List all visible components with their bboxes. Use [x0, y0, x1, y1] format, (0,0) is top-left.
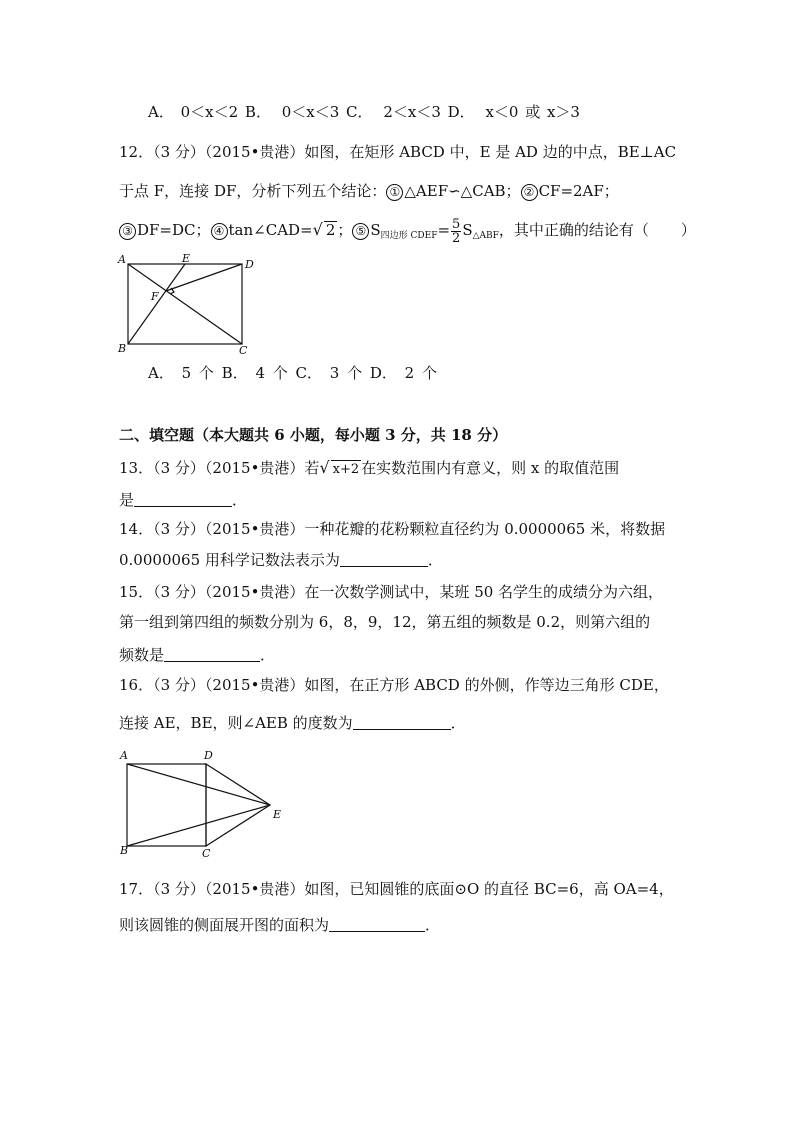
section-2-heading: 二、填空题（本大题共 6 小题，每小题 3 分，共 18 分） [119, 426, 508, 444]
q14-line1: 14．（3 分）（2015•贵港）一种花瓣的花粉颗粒直径约为 0.0000065 米，将数据 [119, 520, 666, 538]
conclusion-4-text: tan∠CAD= [228, 221, 313, 239]
conclusion-2-marker: ② [521, 184, 538, 201]
q14-line2-end: ． [427, 551, 443, 569]
q16-answer-blank[interactable] [353, 715, 451, 730]
q12-options: A． 5 个 B． 4 个 C． 3 个 D． 2 个 [148, 364, 437, 382]
q11-option-d: x＜0 或 x＞3 [485, 103, 580, 121]
label-a: A [120, 749, 128, 762]
conclusion-5-s1: S [370, 221, 381, 239]
conclusion-3-marker: ③ [119, 223, 136, 240]
label-b: B [120, 844, 129, 857]
q13-line1 [119, 458, 619, 478]
triangle-cde [206, 764, 270, 846]
q16-line2-end: ． [450, 714, 466, 732]
label-e: E [273, 808, 282, 821]
conclusion-5-close: ） [680, 221, 696, 239]
conclusion-5-sub2: △ABF [472, 231, 499, 241]
q17-line1: 17．（3 分）（2015•贵港）如图，已知圆锥的底面⊙O 的直径 BC=6，高 OA=4， [119, 880, 674, 898]
fraction-numerator: 5 [452, 217, 461, 232]
label-c: C [202, 847, 211, 860]
diagonal-ac [128, 264, 242, 344]
q17-line2-prefix: 则该圆锥的侧面展开图的面积为 [119, 916, 330, 934]
q11-option-c: 2＜x＜3 D． [383, 103, 475, 121]
conclusion-5-s2: S [462, 221, 473, 239]
conclusion-4-sqrt: 2 [325, 221, 336, 239]
conclusion-3-text: DF=DC； [137, 221, 211, 239]
q15-answer-blank[interactable] [164, 647, 260, 662]
q16-line2-prefix: 连接 AE，BE，则∠AEB 的度数为 [119, 714, 353, 732]
q15-line2: 第一组到第四组的频数分别为 6，8，9，12，第五组的频数是 0.2，则第六组的 [119, 613, 651, 631]
q14-line2 [119, 550, 443, 570]
q15-line3 [119, 645, 275, 665]
label-d: D [245, 258, 254, 271]
conclusion-2-text: CF=2AF； [538, 182, 619, 200]
q13-suffix: 在实数范围内有意义，则 x 的取值范围 [361, 459, 620, 477]
segment-df [166, 264, 242, 291]
q11-option-b: 0＜x＜3 C． [281, 103, 373, 121]
conclusion-5-fraction [451, 218, 461, 245]
q12-line2-prefix: 于点 F，连接 DF，分析下列五个结论： [119, 182, 387, 200]
segment-ae [127, 764, 270, 805]
conclusion-5-eq: = [437, 221, 451, 239]
q13-line2-prefix: 是 [119, 491, 135, 509]
label-e: E [182, 252, 191, 265]
conclusion-4-end: ； [337, 221, 353, 239]
conclusion-1-marker: ① [386, 184, 403, 201]
q13-prefix: 13．（3 分）（2015•贵港）若 [119, 459, 320, 477]
q17-line2-end: ． [425, 916, 441, 934]
q15-line3-prefix: 频数是 [119, 646, 165, 664]
segment-be [128, 264, 185, 344]
q12-line2 [119, 181, 619, 201]
conclusion-1-text: △AEF∽△CAB； [404, 182, 521, 200]
q13-sqrt-expression: x+2 [332, 462, 360, 477]
q12-rectangle-figure [118, 252, 258, 357]
conclusion-5-sub1: 四边形 CDEF [380, 231, 438, 241]
label-d: D [204, 749, 213, 762]
q15-line1: 15．（3 分）（2015•贵港）在一次数学测试中，某班 50 名学生的成绩分为六组， [119, 583, 664, 601]
q17-answer-blank[interactable] [329, 917, 425, 932]
q12-line1: 12．（3 分）（2015•贵港）如图，在矩形 ABCD 中，E 是 AD 边的中点，BE⊥AC [119, 143, 677, 161]
q16-line2 [119, 713, 466, 733]
label-f: F [151, 290, 159, 303]
fraction-denominator: 2 [452, 231, 461, 246]
q11-option-a: A． 0＜x＜2 B． [148, 103, 271, 121]
q15-line3-end: ． [260, 646, 276, 664]
conclusion-5-tail: ，其中正确的结论有（ [498, 221, 649, 239]
q13-line2 [119, 490, 247, 510]
q12-line3 [119, 218, 696, 246]
q17-line2 [119, 915, 440, 935]
q16-line1: 16．（3 分）（2015•贵港）如图，在正方形 ABCD 的外侧，作等边三角形 CDE， [119, 676, 669, 694]
label-a: A [118, 253, 126, 266]
segment-be [127, 805, 270, 846]
q16-square-figure [118, 746, 298, 861]
label-b: B [118, 342, 127, 355]
sqrt-symbol: √ [312, 220, 323, 239]
sqrt-symbol: √ [319, 458, 330, 477]
q14-answer-blank[interactable] [340, 552, 428, 567]
label-c: C [239, 344, 248, 357]
q13-answer-blank[interactable] [134, 492, 232, 507]
q11-options [148, 102, 580, 122]
conclusion-5-marker: ⑤ [352, 223, 369, 240]
square-abcd [127, 764, 206, 846]
q13-line2-end: ． [232, 491, 248, 509]
conclusion-4-marker: ④ [211, 223, 228, 240]
q14-line2-prefix: 0.0000065 用科学记数法表示为 [119, 551, 340, 569]
